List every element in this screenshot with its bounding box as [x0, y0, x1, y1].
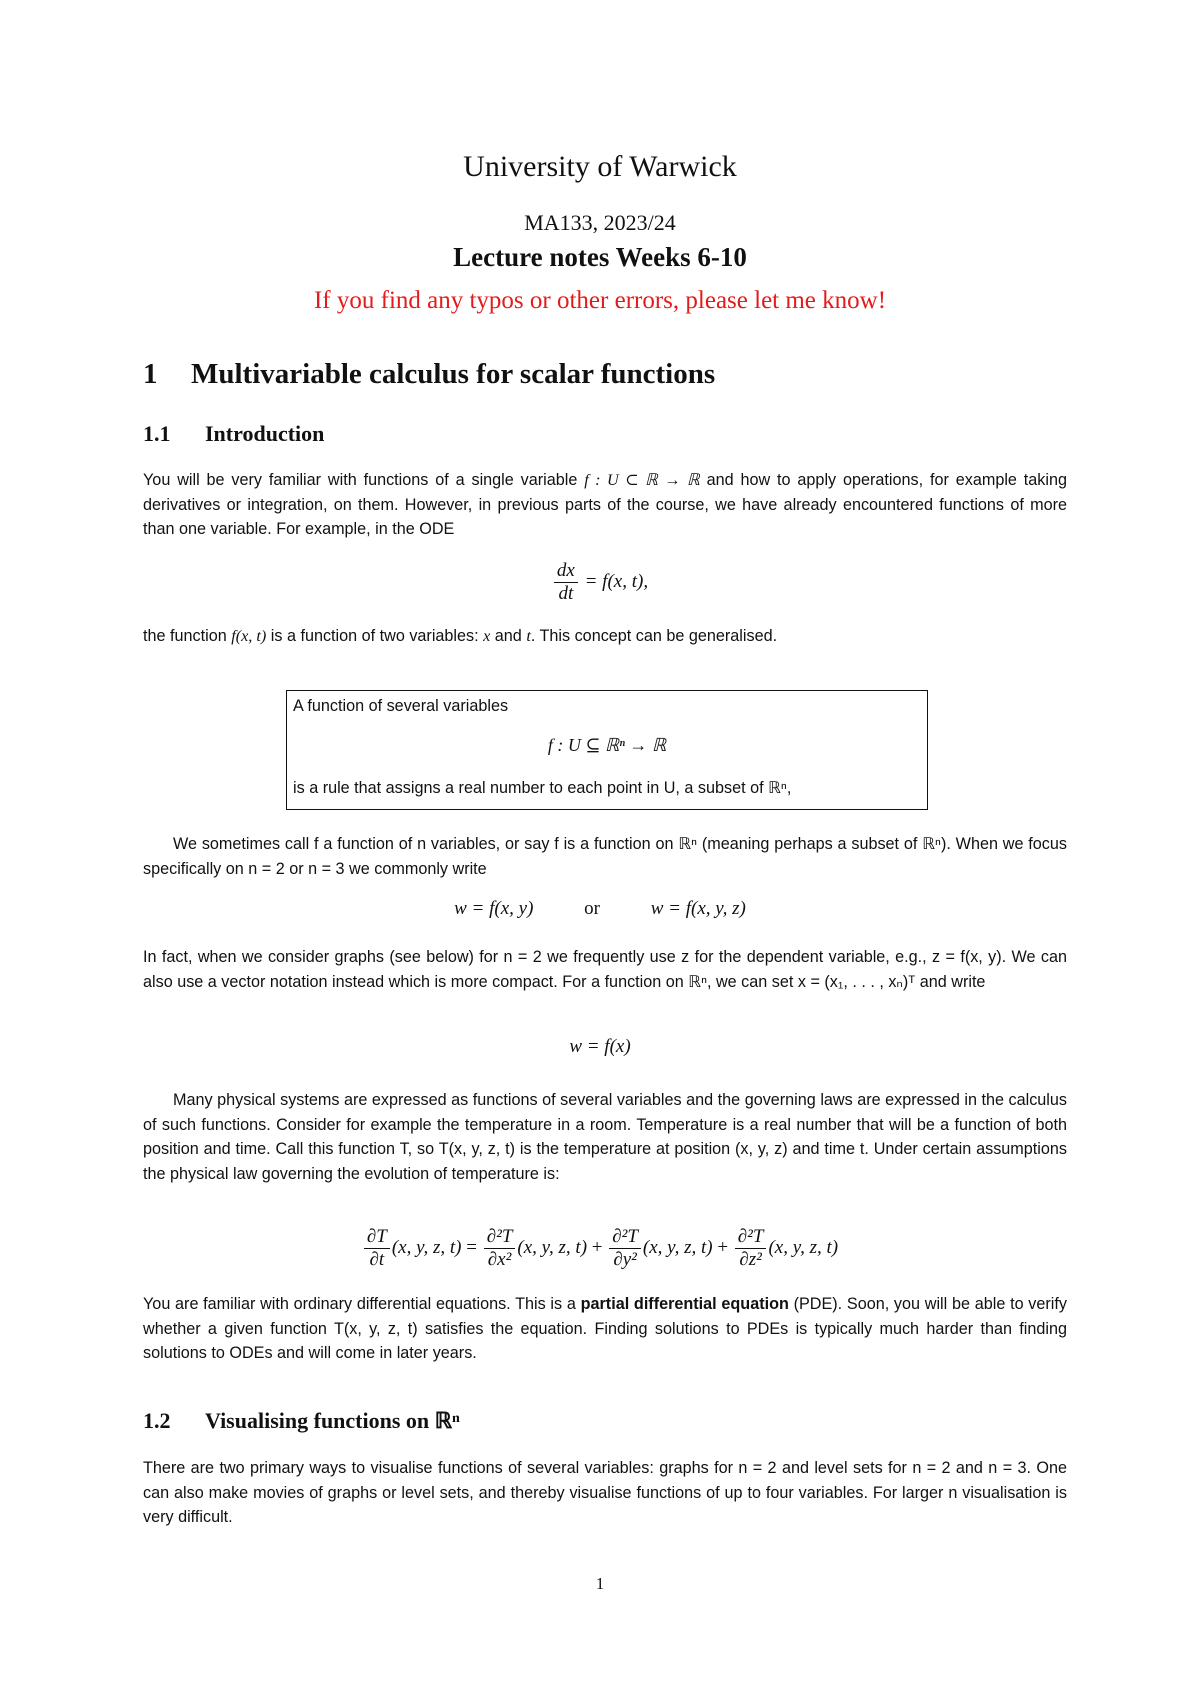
- definition-formula: f : U ⊆ ℝⁿ → ℝ: [547, 735, 667, 755]
- course-code: MA133, 2023/24: [524, 210, 676, 235]
- subsection-number: 1.1: [143, 421, 171, 446]
- several-variables-paragraph: We sometimes call f a function of n variables, or say f is a function on ℝⁿ (meaning perhaps a subset of ℝⁿ). When we focus specifically on n = 2 or n = 3 we commonly write: [143, 835, 1067, 878]
- ode-fraction: $\frac{dx}{dt}$: [554, 560, 578, 605]
- definition-line: is a rule that assigns a real number to each point in U, a subset of ℝⁿ,: [293, 779, 792, 797]
- heat-equation: $\frac{\partial T}{\partial t}$ (x, y, z, t) = $\frac{\text{∂²T}}{\text{∂x²}}$ (x, y, z, t) + $\frac{\text{∂²T}}{\text{∂y²}}$ (x, y, z, t) + $\frac{\text{∂²T}}{\text{∂z²}}$ (x, y, z, t): [0, 1226, 1200, 1271]
- section-number: 1: [143, 358, 158, 390]
- page-number: 1: [595, 1574, 605, 1593]
- ode-equation: $\frac{dx}{dt}$ = f(x, t),: [0, 560, 1200, 605]
- intro-paragraph: You will be very familiar with functions of a single variable f : U ⊂ ℝ → ℝ and how to apply operations, for example taking derivatives or integration, on them. However, in previous parts of the course, we have already encountered functions of more than one variable. For example, in the ODE: [143, 471, 1067, 538]
- pde-paragraph: You are familiar with ordinary differential equations. This is a partial differential equation (PDE). Soon, you will be able to verify whether a given function T(x, y, z, t) satisfies the equation. Finding solutions to PDEs is typically much harder than finding solutions to ODEs and will come in later years.: [143, 1295, 1067, 1362]
- subsection-title: Introduction: [205, 421, 325, 446]
- generalise-paragraph: the function f(x, t) is a function of two variables: x and t. This concept can be generalised.: [143, 627, 778, 645]
- section-heading: [143, 358, 715, 391]
- visualising-paragraph: There are two primary ways to visualise functions of several variables: graphs for n = 2 and level sets for n = 2 and n = 3. One can also make movies of graphs or level sets, and thereby visualise functions of up to four variables. For larger n visualisation is very difficult.: [143, 1459, 1067, 1526]
- subsection-heading-intro: [143, 421, 324, 447]
- definition-line: A function of several variables: [293, 697, 509, 715]
- section-title: Multivariable calculus for scalar functions: [191, 358, 716, 390]
- vector-notation-paragraph: In fact, when we consider graphs (see below) for n = 2 we frequently use z for the dependent variable, e.g., z = f(x, y). We can also use a vector notation instead which is more compact. For a function on ℝⁿ, we can set x = (x₁, . . . , xₙ)ᵀ and write: [143, 948, 1067, 991]
- temperature-paragraph: Many physical systems are expressed as functions of several variables and the governing laws are expressed in the calculus of such functions. Consider for example the temperature in a room. Temperature is a real number that will be a function of both position and time. Call this function T, so T(x, y, z, t) is the temperature at position (x, y, z) and time t. Under certain assumptions the physical law governing the evolution of temperature is:: [143, 1091, 1067, 1183]
- subsection-number: 1.2: [143, 1408, 171, 1433]
- vector-equation: w = f(x): [569, 1036, 631, 1057]
- pde-term: partial differential equation: [580, 1295, 789, 1313]
- subsection-heading-visualising: [143, 1408, 460, 1434]
- subsection-title: Visualising functions on ℝⁿ: [205, 1408, 460, 1433]
- function-signature: f : U ⊂ ℝ → ℝ: [584, 471, 700, 489]
- typo-notice: If you find any typos or other errors, please let me know!: [313, 287, 887, 314]
- lecture-notes-title: Lecture notes Weeks 6-10: [453, 242, 747, 272]
- university-title: University of Warwick: [463, 150, 737, 183]
- w-equations: w = f(x, y) or w = f(x, y, z): [454, 898, 746, 919]
- definition-box: [286, 690, 928, 810]
